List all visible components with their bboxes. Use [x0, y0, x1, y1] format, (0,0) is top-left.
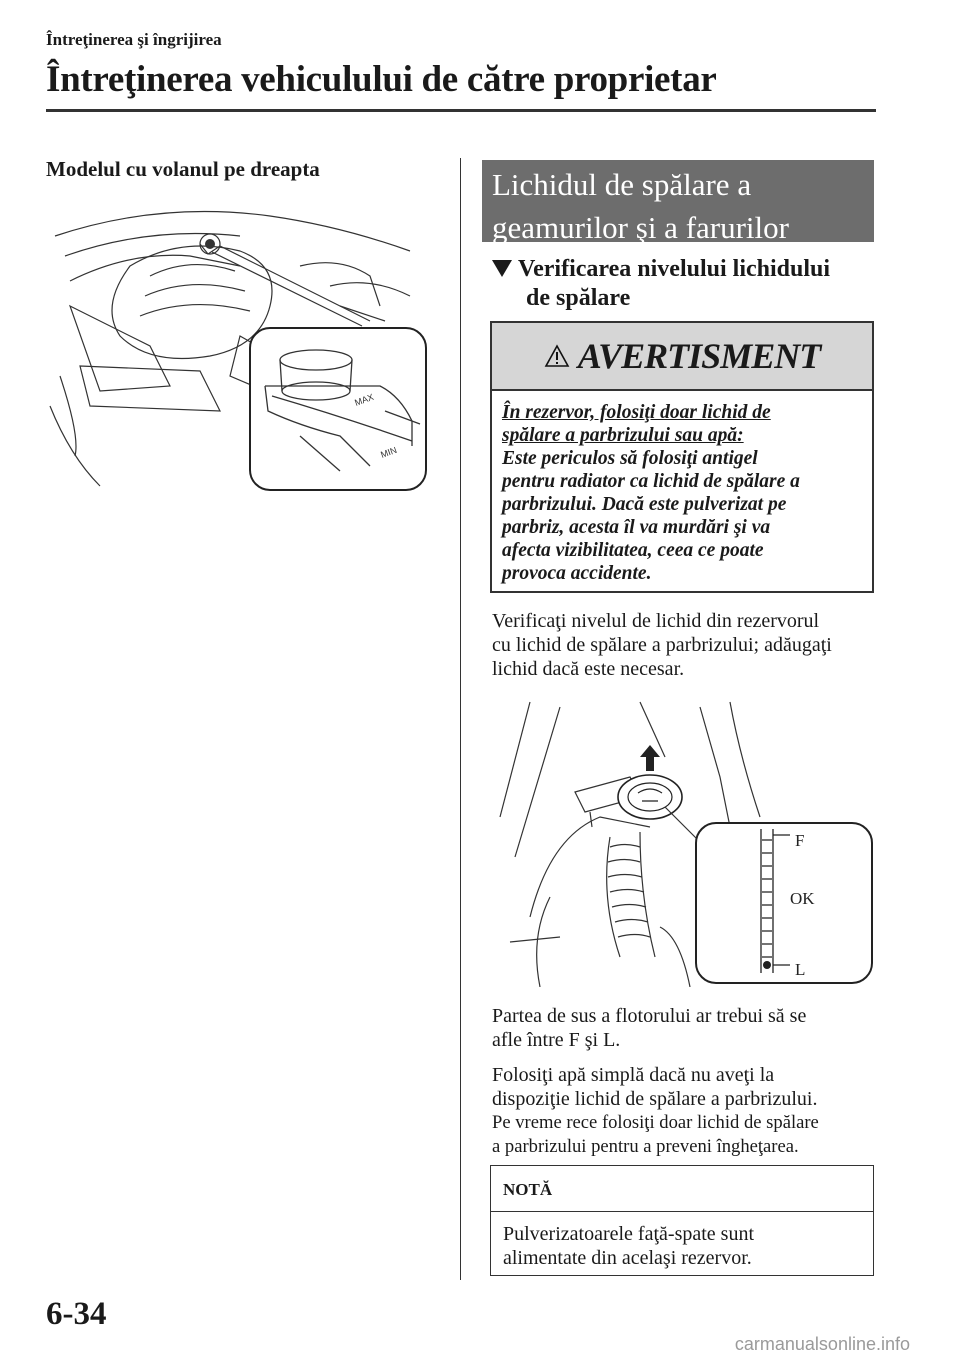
- paragraph-line: Partea de sus a flotorului ar trebui să se: [492, 1005, 807, 1027]
- subheading-line-2: de spălare: [526, 285, 631, 311]
- float-paragraph: [492, 1004, 806, 1052]
- warning-line: parbrizului. Dacă este pulverizat pe: [502, 494, 787, 515]
- paragraph-line: Verificaţi nivelul de lichid din rezervorul: [492, 610, 820, 632]
- min-mark-label: MIN: [379, 444, 399, 460]
- note-body: [491, 1212, 873, 1280]
- subheading-line-1: Verificarea nivelului lichidului: [518, 256, 831, 282]
- section-banner: [482, 160, 874, 245]
- page-number: 6-34: [46, 1296, 107, 1332]
- title-rule: [46, 109, 876, 112]
- note-title: NOTĂ: [491, 1166, 873, 1212]
- paragraph-line: a parbrizului pentru a preveni îngheţarea.: [492, 1136, 799, 1157]
- paragraph-line: Pe vreme rece folosiţi doar lichid de spălare: [492, 1112, 819, 1133]
- paragraph-line: dispoziţie lichid de spălare a parbrizului.: [492, 1088, 818, 1110]
- banner-line-2: geamurilor şi a farurilor: [492, 210, 789, 245]
- warning-underlined-1: În rezervor, folosiţi doar lichid de: [502, 402, 771, 423]
- page-title: Întreţinerea vehiculului de către proprietar: [46, 59, 717, 100]
- warning-header: [492, 323, 872, 391]
- check-level-paragraph: [492, 609, 832, 681]
- low-mark-label: L: [795, 960, 806, 979]
- full-mark-label: F: [795, 831, 805, 850]
- column-divider: [460, 158, 461, 1280]
- warning-line: Este periculos să folosiţi antigel: [502, 448, 758, 469]
- warning-line: parbriz, acesta îl va murdări şi va: [502, 517, 771, 538]
- warning-line: pentru radiator ca lichid de spălare a: [502, 471, 800, 492]
- warning-triangle-icon: [544, 344, 570, 368]
- warning-line: provoca accidente.: [502, 563, 652, 584]
- max-mark-label: MAX: [353, 391, 376, 408]
- triangle-bullet-icon: [492, 260, 512, 277]
- paragraph-line: lichid dacă este necesar.: [492, 658, 685, 680]
- paragraph-line: afle între F şi L.: [492, 1029, 621, 1051]
- reservoir-level-illustration: [490, 697, 874, 987]
- engine-bay-illustration: [40, 196, 440, 496]
- paragraph-line: cu lichid de spălare a parbrizului; adăugaţi: [492, 634, 832, 656]
- paragraph-line: Folosiţi apă simplă dacă nu aveţi la: [492, 1064, 775, 1086]
- warning-body: [492, 391, 872, 585]
- cold-weather-paragraph: [492, 1111, 819, 1159]
- rhd-model-heading: Modelul cu volanul pe dreapta: [46, 157, 320, 181]
- subsection-heading: [492, 255, 830, 313]
- watermark: carmanualsonline.info: [734, 1334, 910, 1354]
- banner-line-1: Lichidul de spălare a: [492, 167, 752, 202]
- warning-underlined-2: spălare a parbrizului sau apă:: [502, 425, 744, 446]
- note-line: Pulverizatoarele faţă-spate sunt: [503, 1223, 754, 1245]
- water-paragraph: [492, 1063, 817, 1111]
- ok-range-label: OK: [790, 889, 815, 908]
- note-line: alimentate din acelaşi rezervor.: [503, 1247, 752, 1269]
- warning-box: [490, 321, 874, 593]
- breadcrumb: Întreţinerea şi îngrijirea: [46, 30, 222, 49]
- note-box: [490, 1165, 874, 1276]
- warning-line: afecta vizibilitatea, ceea ce poate: [502, 540, 764, 561]
- warning-title: AVERTISMENT: [577, 336, 821, 376]
